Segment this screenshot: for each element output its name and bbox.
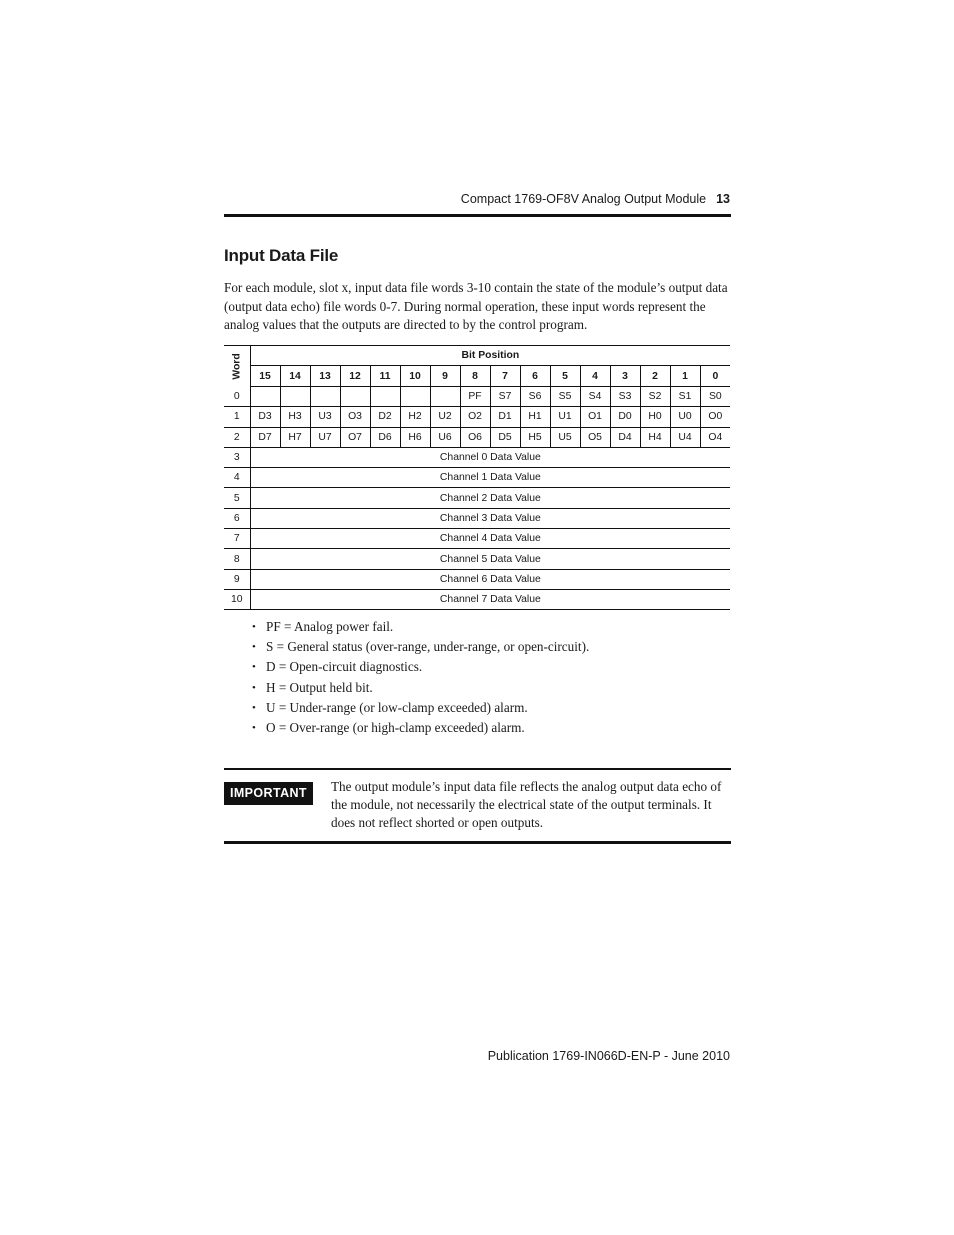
bit-number-cell: 10 <box>400 366 430 387</box>
bit-number-cell: 1 <box>670 366 700 387</box>
word-label: Word <box>231 353 243 380</box>
table-row <box>224 407 730 427</box>
bit-cell: U7 <box>310 427 340 447</box>
bit-number-cell: 3 <box>610 366 640 387</box>
legend-item: • D = Open-circuit diagnostics. <box>252 657 589 677</box>
channel-data-value-cell: Channel 4 Data Value <box>250 529 730 549</box>
bit-cell: H5 <box>520 427 550 447</box>
channel-data-value-cell: Channel 5 Data Value <box>250 549 730 569</box>
bit-cell: S4 <box>580 387 610 407</box>
legend-item: • S = General status (over-range, under-range, or open-circuit). <box>252 637 589 657</box>
word-number-cell: 1 <box>224 407 250 427</box>
bit-cell: O1 <box>580 407 610 427</box>
bit-number-cell: 9 <box>430 366 460 387</box>
section-title: Input Data File <box>224 246 339 265</box>
important-bottom-rule <box>224 841 731 844</box>
bit-cell: U4 <box>670 427 700 447</box>
word-number-cell: 5 <box>224 488 250 508</box>
bit-cell: O5 <box>580 427 610 447</box>
bit-cell: U0 <box>670 407 700 427</box>
bit-cell <box>430 387 460 407</box>
bit-number-cell: 5 <box>550 366 580 387</box>
word-number-cell: 0 <box>224 387 250 407</box>
word-number-cell: 2 <box>224 427 250 447</box>
bit-cell: D2 <box>370 407 400 427</box>
bit-cell: H4 <box>640 427 670 447</box>
channel-data-value-cell: Channel 2 Data Value <box>250 488 730 508</box>
table-header-row <box>224 346 730 366</box>
bit-number-cell: 8 <box>460 366 490 387</box>
bit-cell: O2 <box>460 407 490 427</box>
legend-list <box>252 617 589 738</box>
bit-cell: D3 <box>250 407 280 427</box>
bit-cell: D0 <box>610 407 640 427</box>
bit-cell: O7 <box>340 427 370 447</box>
bit-cell: U5 <box>550 427 580 447</box>
table-row <box>224 569 730 589</box>
page-number: 13 <box>716 192 730 206</box>
bit-cell: D5 <box>490 427 520 447</box>
publication-footer: Publication 1769-IN066D-EN-P - June 2010 <box>487 1049 730 1063</box>
bit-cell: H2 <box>400 407 430 427</box>
bit-cell <box>400 387 430 407</box>
bit-cell: O4 <box>700 427 730 447</box>
bit-cell: U1 <box>550 407 580 427</box>
word-number-cell: 9 <box>224 569 250 589</box>
table-row <box>224 549 730 569</box>
bit-cell: D6 <box>370 427 400 447</box>
running-title: Compact 1769-OF8V Analog Output Module <box>460 192 707 206</box>
table-row <box>224 468 730 488</box>
bit-cell: O0 <box>700 407 730 427</box>
bit-numbers-row <box>224 366 730 387</box>
channel-data-value-cell: Channel 3 Data Value <box>250 508 730 528</box>
word-number-cell: 3 <box>224 447 250 467</box>
channel-data-value-cell: Channel 1 Data Value <box>250 468 730 488</box>
legend-item: • H = Output held bit. <box>252 678 589 698</box>
channel-data-value-cell: Channel 0 Data Value <box>250 447 730 467</box>
bit-cell <box>280 387 310 407</box>
channel-data-value-cell: Channel 7 Data Value <box>250 589 730 609</box>
bit-cell: S3 <box>610 387 640 407</box>
bit-cell: S6 <box>520 387 550 407</box>
bit-cell: H0 <box>640 407 670 427</box>
legend-item: • PF = Analog power fail. <box>252 617 589 637</box>
bit-cell: U3 <box>310 407 340 427</box>
bit-cell: S0 <box>700 387 730 407</box>
bit-number-cell: 12 <box>340 366 370 387</box>
legend-item: • O = Over-range (or high-clamp exceeded) alarm. <box>252 718 589 738</box>
word-number-cell: 10 <box>224 589 250 609</box>
bit-cell <box>340 387 370 407</box>
bit-number-cell: 15 <box>250 366 280 387</box>
bit-cell: PF <box>460 387 490 407</box>
bit-position-header: Bit Position <box>250 346 730 366</box>
bit-cell: H6 <box>400 427 430 447</box>
bit-cell: H1 <box>520 407 550 427</box>
word-number-cell: 4 <box>224 468 250 488</box>
bit-number-cell: 11 <box>370 366 400 387</box>
bit-number-cell: 13 <box>310 366 340 387</box>
bit-number-cell: 4 <box>580 366 610 387</box>
bit-cell <box>250 387 280 407</box>
intro-paragraph: For each module, slot x, input data file words 3-10 contain the state of the module’s output data (output data echo) file words 0-7. During normal operation, these input words represent the analog values that the outputs are directed to by the control program. <box>224 280 728 332</box>
bit-cell: S2 <box>640 387 670 407</box>
important-text: The output module’s input data file reflects the analog output data echo of the module, not necessarily the electrical state of the output terminals. It does not reflect shorted or open outputs. <box>331 779 722 830</box>
legend-item: • U = Under-range (or low-clamp exceeded) alarm. <box>252 698 589 718</box>
word-number-cell: 7 <box>224 529 250 549</box>
bit-cell: O3 <box>340 407 370 427</box>
table-row <box>224 508 730 528</box>
bit-number-cell: 6 <box>520 366 550 387</box>
table-row <box>224 387 730 407</box>
bit-cell: D1 <box>490 407 520 427</box>
bit-number-cell: 0 <box>700 366 730 387</box>
table-row <box>224 427 730 447</box>
bit-cell: O6 <box>460 427 490 447</box>
table-row <box>224 488 730 508</box>
important-top-rule <box>224 768 731 770</box>
bit-cell: H3 <box>280 407 310 427</box>
bit-cell: S5 <box>550 387 580 407</box>
bit-cell: U6 <box>430 427 460 447</box>
bit-cell: S7 <box>490 387 520 407</box>
bit-number-cell: 2 <box>640 366 670 387</box>
bit-cell: D4 <box>610 427 640 447</box>
table-row <box>224 589 730 609</box>
table-row <box>224 447 730 467</box>
bit-cell: U2 <box>430 407 460 427</box>
input-data-table <box>224 345 730 610</box>
bit-cell <box>370 387 400 407</box>
bit-number-cell: 7 <box>490 366 520 387</box>
word-header <box>224 346 250 387</box>
header-rule <box>224 214 731 217</box>
word-number-cell: 6 <box>224 508 250 528</box>
bit-cell: H7 <box>280 427 310 447</box>
channel-data-value-cell: Channel 6 Data Value <box>250 569 730 589</box>
bit-cell: S1 <box>670 387 700 407</box>
running-header <box>224 192 730 210</box>
important-badge: IMPORTANT <box>224 782 313 805</box>
table-row <box>224 529 730 549</box>
bit-number-cell: 14 <box>280 366 310 387</box>
bit-cell: D7 <box>250 427 280 447</box>
bit-cell <box>310 387 340 407</box>
word-number-cell: 8 <box>224 549 250 569</box>
